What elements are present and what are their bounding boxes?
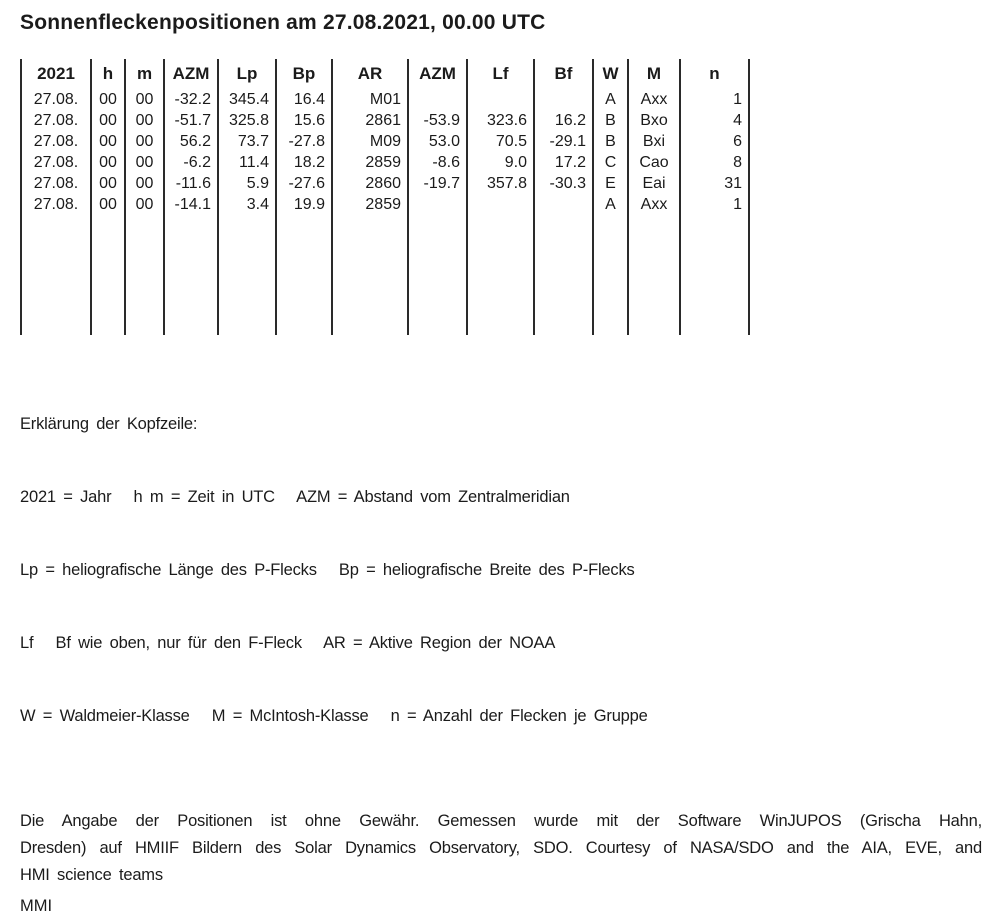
table-row xyxy=(21,110,749,131)
table-cell: -32.2 xyxy=(164,89,218,110)
table-cell: 2861 xyxy=(332,110,408,131)
column-header: W xyxy=(593,59,628,89)
table-body xyxy=(21,89,749,335)
table-cell xyxy=(408,194,467,215)
table-cell: 2860 xyxy=(332,173,408,194)
table-filler-cell xyxy=(125,215,164,335)
table-cell: 17.2 xyxy=(534,152,593,173)
column-header: AZM xyxy=(408,59,467,89)
column-header: Bp xyxy=(276,59,332,89)
table-row xyxy=(21,173,749,194)
table-cell xyxy=(467,194,534,215)
table-cell: 6 xyxy=(680,131,749,152)
table-cell: 345.4 xyxy=(218,89,276,110)
table-filler-cell xyxy=(91,215,125,335)
table-cell: 1 xyxy=(680,194,749,215)
table-cell: 323.6 xyxy=(467,110,534,131)
table-cell: A xyxy=(593,194,628,215)
table-head xyxy=(21,59,749,89)
table-cell: 27.08. xyxy=(21,173,91,194)
table-filler-row xyxy=(21,215,749,335)
column-header: n xyxy=(680,59,749,89)
table-cell: A xyxy=(593,89,628,110)
table-cell: 15.6 xyxy=(276,110,332,131)
table-cell: 00 xyxy=(91,131,125,152)
table-header-row xyxy=(21,59,749,89)
column-header: M xyxy=(628,59,680,89)
table-cell: -27.6 xyxy=(276,173,332,194)
table-cell: 00 xyxy=(125,173,164,194)
table-cell: 27.08. xyxy=(21,89,91,110)
table-cell: 3.4 xyxy=(218,194,276,215)
signature: MMI xyxy=(20,897,53,915)
table-cell: 357.8 xyxy=(467,173,534,194)
table-filler-cell xyxy=(467,215,534,335)
table-cell: 9.0 xyxy=(467,152,534,173)
table-cell: Cao xyxy=(628,152,680,173)
table-cell: 00 xyxy=(125,152,164,173)
table-cell: 8 xyxy=(680,152,749,173)
table-cell: 00 xyxy=(125,194,164,215)
table-filler-cell xyxy=(218,215,276,335)
document-title: Sonnenfleckenpositionen am 27.08.2021, 00.00 UTC xyxy=(20,11,546,34)
table-cell: 00 xyxy=(125,89,164,110)
column-header: h xyxy=(91,59,125,89)
legend-line-year-time-azm: 2021 = Jahr h m = Zeit in UTC AZM = Abstand vom Zentralmeridian xyxy=(20,488,570,506)
table-cell: Bxi xyxy=(628,131,680,152)
table-cell: 4 xyxy=(680,110,749,131)
table-cell: 2859 xyxy=(332,194,408,215)
table-filler-cell xyxy=(164,215,218,335)
table-cell: -27.8 xyxy=(276,131,332,152)
table-cell: 27.08. xyxy=(21,194,91,215)
table-cell: 16.4 xyxy=(276,89,332,110)
table-cell: 16.2 xyxy=(534,110,593,131)
disclaimer-paragraph xyxy=(20,808,982,889)
table-filler-cell xyxy=(593,215,628,335)
table-filler-cell xyxy=(21,215,91,335)
legend-heading: Erklärung der Kopfzeile: xyxy=(20,415,198,433)
table-cell: 00 xyxy=(91,173,125,194)
table-cell: 00 xyxy=(91,110,125,131)
table-cell: B xyxy=(593,110,628,131)
table-row xyxy=(21,89,749,110)
table-cell xyxy=(467,89,534,110)
table-cell: -11.6 xyxy=(164,173,218,194)
table-cell: 18.2 xyxy=(276,152,332,173)
column-header: Lp xyxy=(218,59,276,89)
disclaimer-line: Dresden) auf HMIIF Bildern des Solar Dynamics Observatory, SDO. Courtesy of NASA/SDO and the AIA, EVE, and xyxy=(20,839,982,857)
column-header: Bf xyxy=(534,59,593,89)
table-cell: 00 xyxy=(91,89,125,110)
table-cell: Eai xyxy=(628,173,680,194)
table-cell: 5.9 xyxy=(218,173,276,194)
table-cell: 70.5 xyxy=(467,131,534,152)
table-cell: 56.2 xyxy=(164,131,218,152)
table-filler-cell xyxy=(408,215,467,335)
table-cell: M09 xyxy=(332,131,408,152)
table-cell: -51.7 xyxy=(164,110,218,131)
table-cell xyxy=(408,89,467,110)
table-row xyxy=(21,152,749,173)
table-cell: B xyxy=(593,131,628,152)
table-cell: 00 xyxy=(125,110,164,131)
disclaimer-line: Die Angabe der Positionen ist ohne Gewähr. Gemessen wurde mit der Software WinJUPOS (Grischa Hahn, xyxy=(20,812,982,830)
legend-line-lf-bf-ar: Lf Bf wie oben, nur für den F-Fleck AR = Aktive Region der NOAA xyxy=(20,634,556,652)
table-cell: -8.6 xyxy=(408,152,467,173)
table-cell: 2859 xyxy=(332,152,408,173)
column-header: AZM xyxy=(164,59,218,89)
table-cell: C xyxy=(593,152,628,173)
table-cell: M01 xyxy=(332,89,408,110)
column-header: Lf xyxy=(467,59,534,89)
table-row xyxy=(21,194,749,215)
table-cell: 53.0 xyxy=(408,131,467,152)
table-cell: -19.7 xyxy=(408,173,467,194)
table-cell: 00 xyxy=(125,131,164,152)
table-filler-cell xyxy=(628,215,680,335)
table-cell: 73.7 xyxy=(218,131,276,152)
table-cell: 11.4 xyxy=(218,152,276,173)
legend-line-w-m-n: W = Waldmeier-Klasse M = McIntosh-Klasse n = Anzahl der Flecken je Gruppe xyxy=(20,707,648,725)
table-cell: -53.9 xyxy=(408,110,467,131)
table-cell: 27.08. xyxy=(21,152,91,173)
table-cell: -14.1 xyxy=(164,194,218,215)
table-cell: 31 xyxy=(680,173,749,194)
table-filler-cell xyxy=(332,215,408,335)
legend-line-lp-bp: Lp = heliografische Länge des P-Flecks Bp = heliografische Breite des P-Flecks xyxy=(20,561,635,579)
table-filler-cell xyxy=(276,215,332,335)
table-cell xyxy=(534,89,593,110)
table-cell: 19.9 xyxy=(276,194,332,215)
table-cell: -29.1 xyxy=(534,131,593,152)
column-header: AR xyxy=(332,59,408,89)
table-row xyxy=(21,131,749,152)
column-header: 2021 xyxy=(21,59,91,89)
table-filler-cell xyxy=(534,215,593,335)
disclaimer-line: HMI science teams xyxy=(20,866,163,884)
table-cell xyxy=(534,194,593,215)
column-header: m xyxy=(125,59,164,89)
table-cell: -6.2 xyxy=(164,152,218,173)
table-cell: 1 xyxy=(680,89,749,110)
legend-section xyxy=(20,376,982,764)
table-cell: Axx xyxy=(628,89,680,110)
table-cell: Bxo xyxy=(628,110,680,131)
sunspot-table xyxy=(20,59,750,335)
table-cell: 00 xyxy=(91,152,125,173)
table-cell: 27.08. xyxy=(21,110,91,131)
table-cell: E xyxy=(593,173,628,194)
table-cell: 27.08. xyxy=(21,131,91,152)
table-cell: -30.3 xyxy=(534,173,593,194)
table-cell: 325.8 xyxy=(218,110,276,131)
table-cell: Axx xyxy=(628,194,680,215)
table-filler-cell xyxy=(680,215,749,335)
table-cell: 00 xyxy=(91,194,125,215)
